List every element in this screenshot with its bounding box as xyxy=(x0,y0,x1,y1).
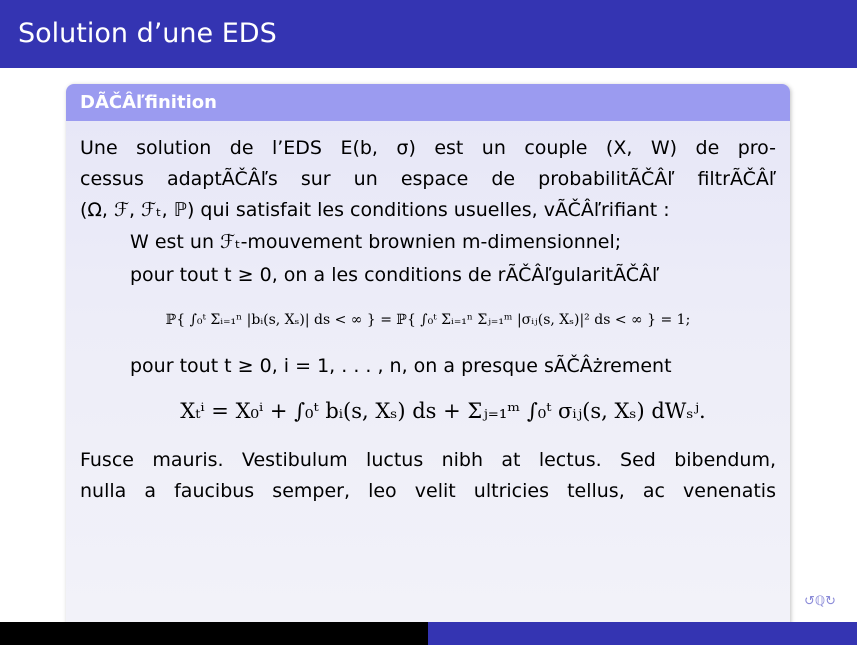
paragraph-line: cessus adaptÃČÂľs sur un espace de probabilitÃČÂľ filtrÃČÂľ xyxy=(80,168,776,190)
block-body xyxy=(66,121,790,624)
paragraph-line: (Ω, ℱ, ℱₜ, ℙ) qui satisfait les conditions usuelles, vÃČÂľrifiant : xyxy=(80,199,670,221)
condition-item-regularity: pour tout t ≥ 0, on a les conditions de rÃČÂľgularitÃČÂľ xyxy=(130,264,660,286)
integral-equation: Xₜⁱ = X₀ⁱ + ∫₀ᵗ bᵢ(s, Xₛ) ds + Σⱼ₌₁ᵐ ∫₀ᵗ σᵢⱼ(s, Xₛ) dWₛʲ. xyxy=(180,399,706,423)
definition-paragraph xyxy=(80,133,776,226)
filler-paragraph xyxy=(80,445,776,507)
paragraph-line: Fusce mauris. Vestibulum luctus nibh at lectus. Sed bibendum, xyxy=(80,449,776,471)
paragraph-line: Une solution de l’EDS E(b, σ) est un couple (X, W) de pro- xyxy=(80,137,776,159)
footer-bar-left xyxy=(0,622,428,645)
footer-bar-right xyxy=(428,622,857,645)
block-title: DÃČÂľfinition xyxy=(66,84,790,121)
definition-block xyxy=(66,84,790,624)
regularity-equation: ℙ{ ∫₀ᵗ Σᵢ₌₁ⁿ |bᵢ(s, Xₛ)| ds < ∞ } = ℙ{ ∫₀ᵗ Σᵢ₌₁ⁿ Σⱼ₌₁ᵐ |σᵢⱼ(s, Xₛ)|² ds < ∞ } = 1; xyxy=(165,312,691,328)
frame-title: Solution d’une EDS xyxy=(0,0,857,68)
condition-item-brownian: W est un ℱₜ-mouvement brownien m-dimensionnel; xyxy=(130,231,622,253)
paragraph-line: nulla a faucibus semper, leo velit ultricies tellus, ac venenatis xyxy=(80,480,776,502)
search-zoom-icon[interactable]: ↺ℚ↻ xyxy=(804,594,837,609)
condition-item-integral: pour tout t ≥ 0, i = 1, . . . , n, on a presque sÃČÂżrement xyxy=(130,355,672,377)
